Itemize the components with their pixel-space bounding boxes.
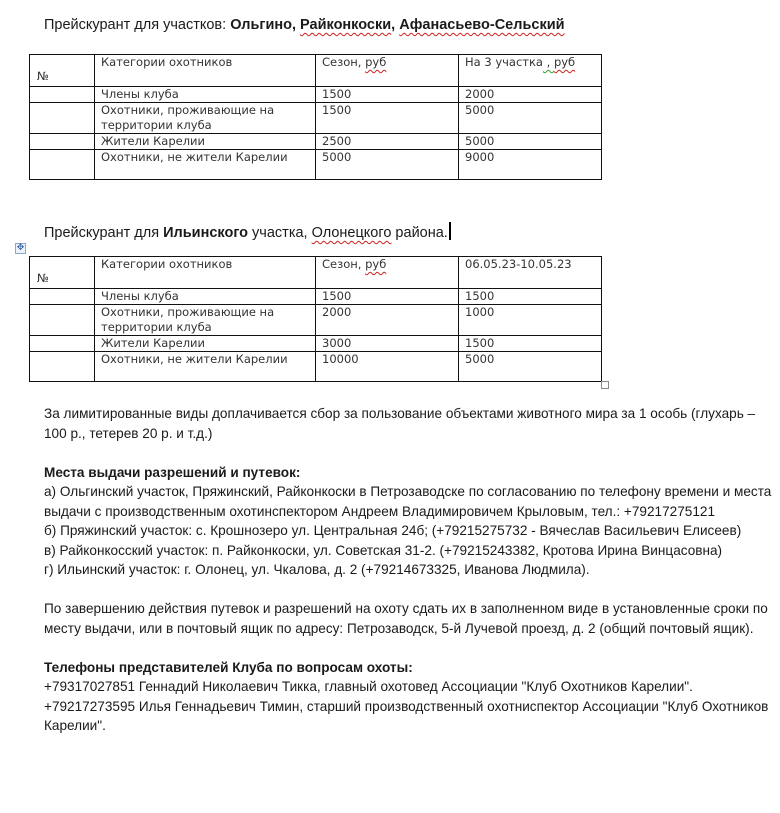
- row-number: [30, 289, 95, 305]
- issue-places-heading: Места выдачи разрешений и путевок:: [44, 464, 301, 480]
- table-row: [30, 336, 602, 352]
- issue-place-a: а) Ольгинский участок, Пряжинский, Райконкоски в Петрозаводске по согласованию по телефону времени и места выдачи с производственным охотинспектором Андреем Владимировичем Крыловым, тел.: +79217275121: [44, 484, 772, 519]
- row-season-price: 1500: [316, 289, 459, 305]
- table-row: [30, 134, 602, 150]
- header-three-areas-unit: руб: [553, 55, 576, 69]
- row-season-price: 10000: [316, 352, 459, 382]
- row-category: Жители Карелии: [95, 336, 316, 352]
- row-category: Охотники, не жители Карелии: [95, 352, 316, 382]
- table-move-icon[interactable]: ✥: [16, 243, 25, 253]
- phone-contact-1: +79317027851 Геннадий Николаевич Тикка, главный охотовед Ассоциации "Клуб Охотников Карелии".: [44, 679, 693, 694]
- header-season-unit: руб: [365, 55, 387, 69]
- header-date-range: 06.05.23-10.05.23: [459, 257, 602, 289]
- table-header-row: [30, 55, 602, 87]
- area-raikonkoski: Райконкоски: [300, 17, 392, 33]
- row-season-price: 2500: [316, 134, 459, 150]
- row-category: Охотники, проживающие на территории клуба: [95, 305, 316, 336]
- header-number: №: [30, 257, 95, 289]
- table-row: [30, 305, 602, 336]
- price-list-title-2: [44, 222, 451, 242]
- document-body: [44, 404, 780, 736]
- table-row: [30, 150, 602, 180]
- price-table-2: [29, 256, 602, 382]
- limited-species-note: За лимитированные виды доплачивается сбор за пользование объектами животного мира за 1 особь (глухарь – 100 р., тетерев 20 р. и т.д.): [44, 406, 756, 441]
- row-number: [30, 336, 95, 352]
- row-three-areas-price: 5000: [459, 103, 602, 134]
- price-table-1: [29, 54, 602, 180]
- title-suffix: района.: [391, 225, 448, 241]
- area-afanasyevo: Афанасьево-Сельский: [399, 17, 565, 33]
- separator: ,: [391, 17, 400, 33]
- row-three-areas-price: 2000: [459, 87, 602, 103]
- row-date-range-price: 1500: [459, 289, 602, 305]
- blank-line: [44, 443, 780, 463]
- title-mid: участка,: [248, 225, 312, 241]
- phones-heading: Телефоны представителей Клуба по вопросам охоты:: [44, 659, 413, 675]
- blank-line: [44, 580, 780, 600]
- header-number: №: [30, 55, 95, 87]
- header-season-label: Сезон,: [322, 55, 366, 69]
- issue-place-b: б) Пряжинский участок: с. Крошнозеро ул. Центральная 24б; (+79215275732 - Вячеслав Васильевич Елисеев): [44, 523, 742, 538]
- row-number: [30, 352, 95, 382]
- table-row: [30, 352, 602, 382]
- row-three-areas-price: 9000: [459, 150, 602, 180]
- header-category: Категории охотников: [95, 55, 316, 87]
- table-row: [30, 103, 602, 134]
- row-season-price: 3000: [316, 336, 459, 352]
- row-category: Охотники, не жители Карелии: [95, 150, 316, 180]
- row-number: [30, 103, 95, 134]
- price-list-title-1: [44, 16, 565, 34]
- row-season-price: 5000: [316, 150, 459, 180]
- row-category: Члены клуба: [95, 87, 316, 103]
- row-number: [30, 87, 95, 103]
- row-date-range-price: 1000: [459, 305, 602, 336]
- blank-line: [44, 638, 780, 658]
- issue-place-v: в) Райконкосский участок: п. Райконкоски, ул. Советская 31-2. (+79215243382, Кротова Ирина Винцасовна): [44, 542, 723, 558]
- header-season: [316, 257, 459, 289]
- header-season-label: Сезон,: [322, 257, 366, 271]
- row-season-price: 2000: [316, 305, 459, 336]
- row-number: [30, 305, 95, 336]
- title-prefix: Прейскурант для: [44, 225, 164, 241]
- header-season-unit: руб: [365, 257, 387, 271]
- table-resize-handle[interactable]: [601, 381, 609, 389]
- title-prefix: Прейскурант для участков:: [44, 17, 231, 33]
- area-olgino: Ольгино: [230, 17, 292, 33]
- header-three-areas: [459, 55, 602, 87]
- row-category: Жители Карелии: [95, 134, 316, 150]
- table-row: [30, 87, 602, 103]
- area-ilinsky: Ильинского: [163, 225, 249, 241]
- phone-contact-2: +79217273595 Илья Геннадьевич Тимин, старший производственный охотниспектор Ассоциации "Клуб Охотников Карелии".: [44, 698, 769, 733]
- issue-place-g: г) Ильинский участок: г. Олонец, ул. Чкалова, д. 2 (+79214673325, Иванова Людмила).: [44, 562, 590, 577]
- row-date-range-price: 1500: [459, 336, 602, 352]
- header-three-areas-sep: ,: [542, 55, 554, 69]
- table-header-row: [30, 257, 602, 289]
- header-season: [316, 55, 459, 87]
- district-olonets: Олонецкого: [311, 225, 392, 241]
- row-number: [30, 134, 95, 150]
- header-three-areas-label: На 3 участка: [465, 55, 543, 69]
- row-category: Охотники, проживающие на территории клуба: [95, 103, 316, 134]
- table-row: [30, 289, 602, 305]
- header-category: Категории охотников: [95, 257, 316, 289]
- row-date-range-price: 5000: [459, 352, 602, 382]
- text-cursor: [449, 222, 451, 240]
- row-season-price: 1500: [316, 87, 459, 103]
- return-instructions: По завершению действия путевок и разрешений на охоту сдать их в заполненном виде в установленные сроки по месту выдачи, или в почтовый ящик по адресу: Петрозаводск, 5-й Лучевой проезд, д. 2 (общий почтовый ящик).: [44, 601, 768, 636]
- separator: ,: [291, 17, 301, 33]
- row-category: Члены клуба: [95, 289, 316, 305]
- row-season-price: 1500: [316, 103, 459, 134]
- row-three-areas-price: 5000: [459, 134, 602, 150]
- row-number: [30, 150, 95, 180]
